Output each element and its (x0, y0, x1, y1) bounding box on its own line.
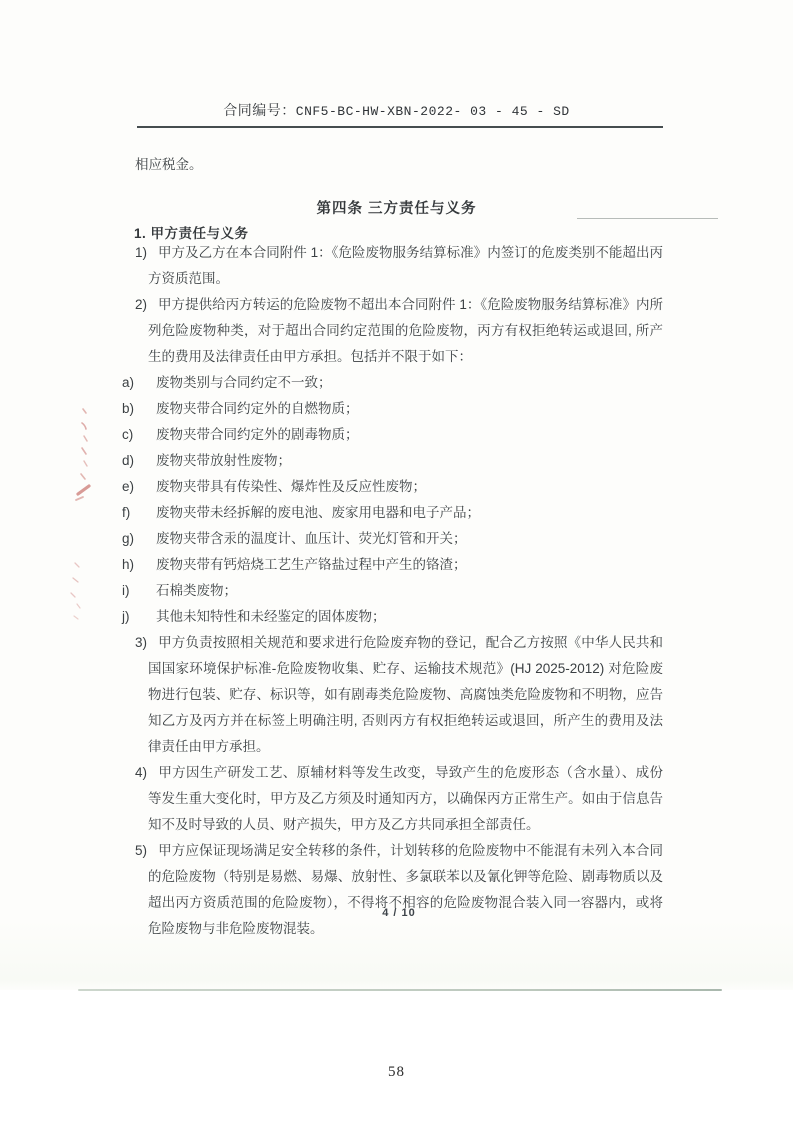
list-item-d (122, 448, 663, 474)
item-label: d) (122, 453, 135, 468)
item-text: 废物夹带未经拆解的废电池、废家用电器和电子产品； (156, 505, 480, 520)
item-text: 废物夹带合同约定外的剧毒物质； (156, 427, 359, 442)
item-label: g) (122, 531, 135, 546)
item-label: 4) (135, 765, 148, 780)
item-label: j) (122, 609, 130, 624)
item-text: 废物夹带具有传染性、爆炸性及反应性废物； (156, 479, 426, 494)
item-text: 甲方应保证现场满足安全转移的条件，计划转移的危险废物中不能混有未列入本合同的危险废物（特别是易燃、易爆、放射性、多氯联苯以及氰化钾等危险、剧毒物质以及超出丙方资质范围的危险废物），不得将不相容的危险废物混合装入同一容器内，或将危险废物与非危险废物混装。 (148, 843, 663, 936)
item-text: 石棉类废物； (156, 583, 237, 598)
contract-body (122, 240, 663, 942)
item-text: 废物夹带合同约定外的自燃物质； (156, 401, 359, 416)
list-item-b (122, 396, 663, 422)
item-label: f) (122, 505, 131, 520)
item-label: i) (122, 583, 130, 598)
contract-number-label: 合同编号： (223, 102, 296, 118)
scan-bottom-edge (78, 989, 722, 991)
item-text: 废物夹带含汞的温度计、血压计、荧光灯管和开关； (156, 531, 467, 546)
subsection-heading: 1. 甲方责任与义务 (134, 226, 249, 241)
item-text: 甲方及乙方在本合同附件 1：《危险废物服务结算标准》内签订的危废类别不能超出丙方资质范围。 (148, 245, 663, 286)
contract-item-4 (135, 760, 663, 838)
contract-item-1 (135, 240, 663, 292)
contract-item-3 (135, 630, 663, 760)
list-item-h (122, 552, 663, 578)
item-text: 甲方提供给丙方转运的危险废物不超出本合同附件 1：《危险废物服务结算标准》内所列危险废物种类，对于超出合同约定范围的危险废物，丙方有权拒绝转运或退回, 所产生的费用及法律责任由甲方承担。包括并不限于如下： (148, 297, 663, 364)
list-item-a (122, 370, 663, 396)
item-label: b) (122, 401, 135, 416)
list-item-e (122, 474, 663, 500)
list-item-j (122, 604, 663, 630)
contract-number-value: CNF5-BC-HW-XBN-2022- 03 - 45 - SD (295, 104, 570, 119)
item-label: e) (122, 479, 135, 494)
item-text: 废物夹带放射性废物； (156, 453, 291, 468)
heading-side-rule (577, 218, 718, 219)
item-label: 1) (135, 245, 148, 260)
header-rule (137, 126, 663, 128)
page-indicator: 4 / 10 (382, 907, 416, 919)
item-text: 废物类别与合同约定不一致； (156, 375, 332, 390)
contract-number-header (0, 100, 793, 120)
item-label: 5) (135, 843, 148, 858)
page-number: 58 (388, 1064, 405, 1080)
item-label: 2) (135, 297, 148, 312)
item-text: 甲方负责按照相关规范和要求进行危险废弃物的登记，配合乙方按照《中华人民共和国国家环境保护标准-危险废物收集、贮存、运输技术规范》(HJ 2025-2012) 对危险废物进行包装、贮存、标识等，如有剧毒类危险废物、高腐蚀类危险废物和不明物，应告知乙方及丙方并在标签上明确注明, 否则丙方有权拒绝转运或退回，所产生的费用及法律责任由甲方承担。 (148, 635, 663, 754)
list-item-f (122, 500, 663, 526)
item-text: 废物夹带有钙焙烧工艺生产铬盐过程中产生的铬渣； (156, 557, 467, 572)
contract-item-5 (135, 838, 663, 942)
item-text: 甲方因生产研发工艺、原辅材料等发生改变，导致产生的危废形态（含水量）、成份等发生重大变化时，甲方及乙方须及时通知丙方，以确保丙方正常生产。如由于信息告知不及时导致的人员、财产损失，甲方及乙方共同承担全部责任。 (148, 765, 663, 832)
item-label: h) (122, 557, 135, 572)
list-item-c (122, 422, 663, 448)
section-heading: 第四条 三方责任与义务 (316, 201, 477, 217)
list-item-i (122, 578, 663, 604)
item-label: a) (122, 375, 135, 390)
item-text: 其他未知特性和未经鉴定的固体废物； (156, 609, 386, 624)
contract-item-2 (135, 292, 663, 370)
item-label: c) (122, 427, 134, 442)
intro-paragraph: 相应税金。 (135, 157, 203, 172)
list-item-g (122, 526, 663, 552)
item-label: 3) (135, 635, 148, 650)
